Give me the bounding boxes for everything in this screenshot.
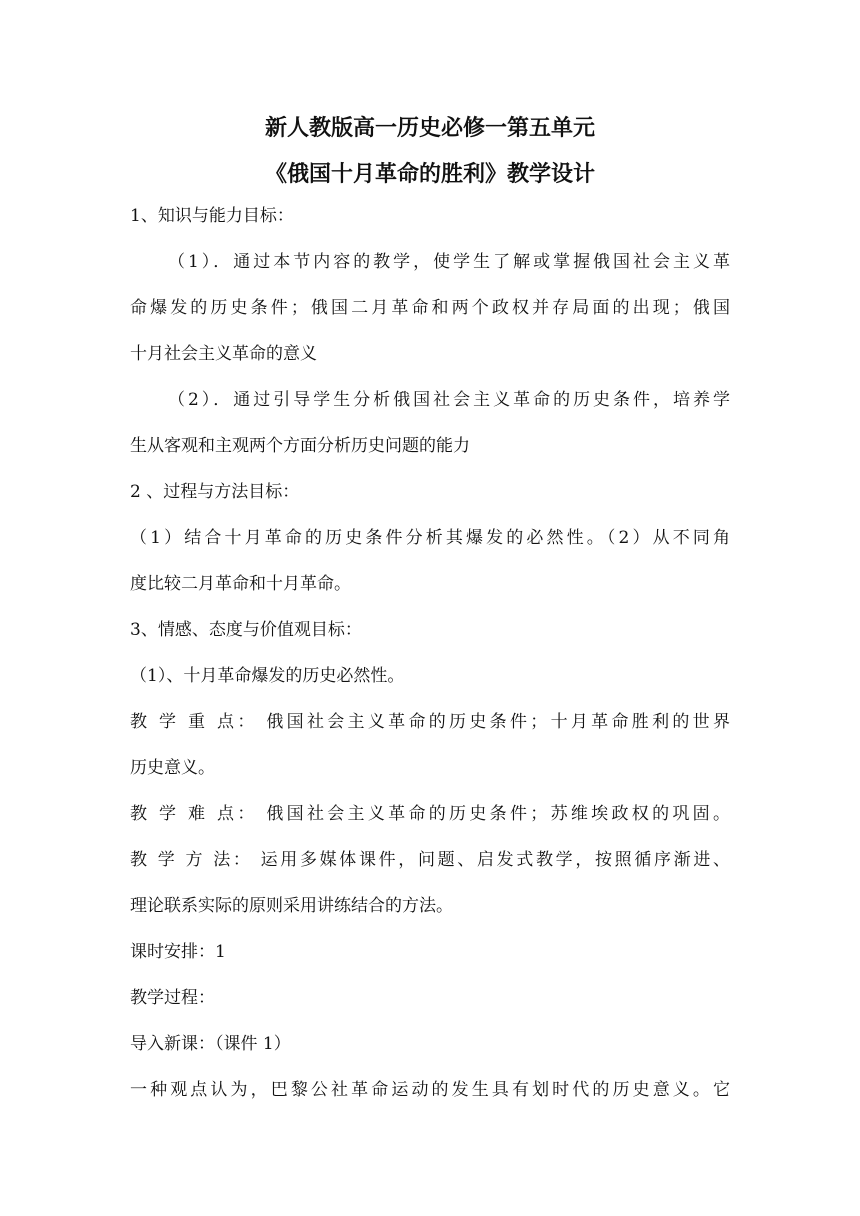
class-hours: 课时安排：1 — [130, 942, 226, 962]
heading-emotion-goals: 3、情感、态度与价值观目标： — [130, 620, 362, 640]
paragraph-line: （1）、十月革命爆发的历史必然性。 — [130, 666, 405, 686]
teaching-methods: 教 学 方 法： 运用多媒体课件，问题、启发式教学，按照循序渐进、 — [130, 850, 730, 870]
paragraph-line: 历史意义。 — [130, 758, 215, 778]
heading-process-goals: 2 、过程与方法目标： — [130, 482, 300, 502]
paragraph-line: （1）结合十月革命的历史条件分析其爆发的必然性。（2）从不同角 — [130, 528, 730, 548]
teaching-difficulties: 教 学 难 点： 俄国社会主义革命的历史条件；苏维埃政权的巩固。 — [130, 804, 730, 824]
teaching-key-points: 教 学 重 点： 俄国社会主义革命的历史条件；十月革命胜利的世界 — [130, 712, 730, 732]
paragraph-line: （2）．通过引导学生分析俄国社会主义革命的历史条件，培养学 — [168, 390, 730, 410]
heading-introduction: 导入新课：（课件 1） — [130, 1034, 291, 1054]
heading-teaching-process: 教学过程： — [130, 988, 215, 1008]
document-title-line-2: 《俄国十月革命的胜利》教学设计 — [264, 161, 595, 187]
document-title-line-1: 新人教版高一历史必修一第五单元 — [264, 115, 595, 141]
paragraph-line: 生从客观和主观两个方面分析历史问题的能力 — [130, 436, 470, 456]
heading-knowledge-goals: 1、知识与能力目标： — [130, 206, 294, 226]
paragraph-line: 命爆发的历史条件；俄国二月革命和两个政权并存局面的出现；俄国 — [130, 298, 730, 318]
paragraph-line: 度比较二月革命和十月革命。 — [130, 574, 351, 594]
paragraph-line: （1）．通过本节内容的教学，使学生了解或掌握俄国社会主义革 — [168, 252, 730, 272]
paragraph-line: 十月社会主义革命的意义 — [130, 344, 317, 364]
paragraph-line: 理论联系实际的原则采用讲练结合的方法。 — [130, 896, 453, 916]
paragraph-line: 一种观点认为，巴黎公社革命运动的发生具有划时代的历史意义。它 — [130, 1080, 730, 1100]
